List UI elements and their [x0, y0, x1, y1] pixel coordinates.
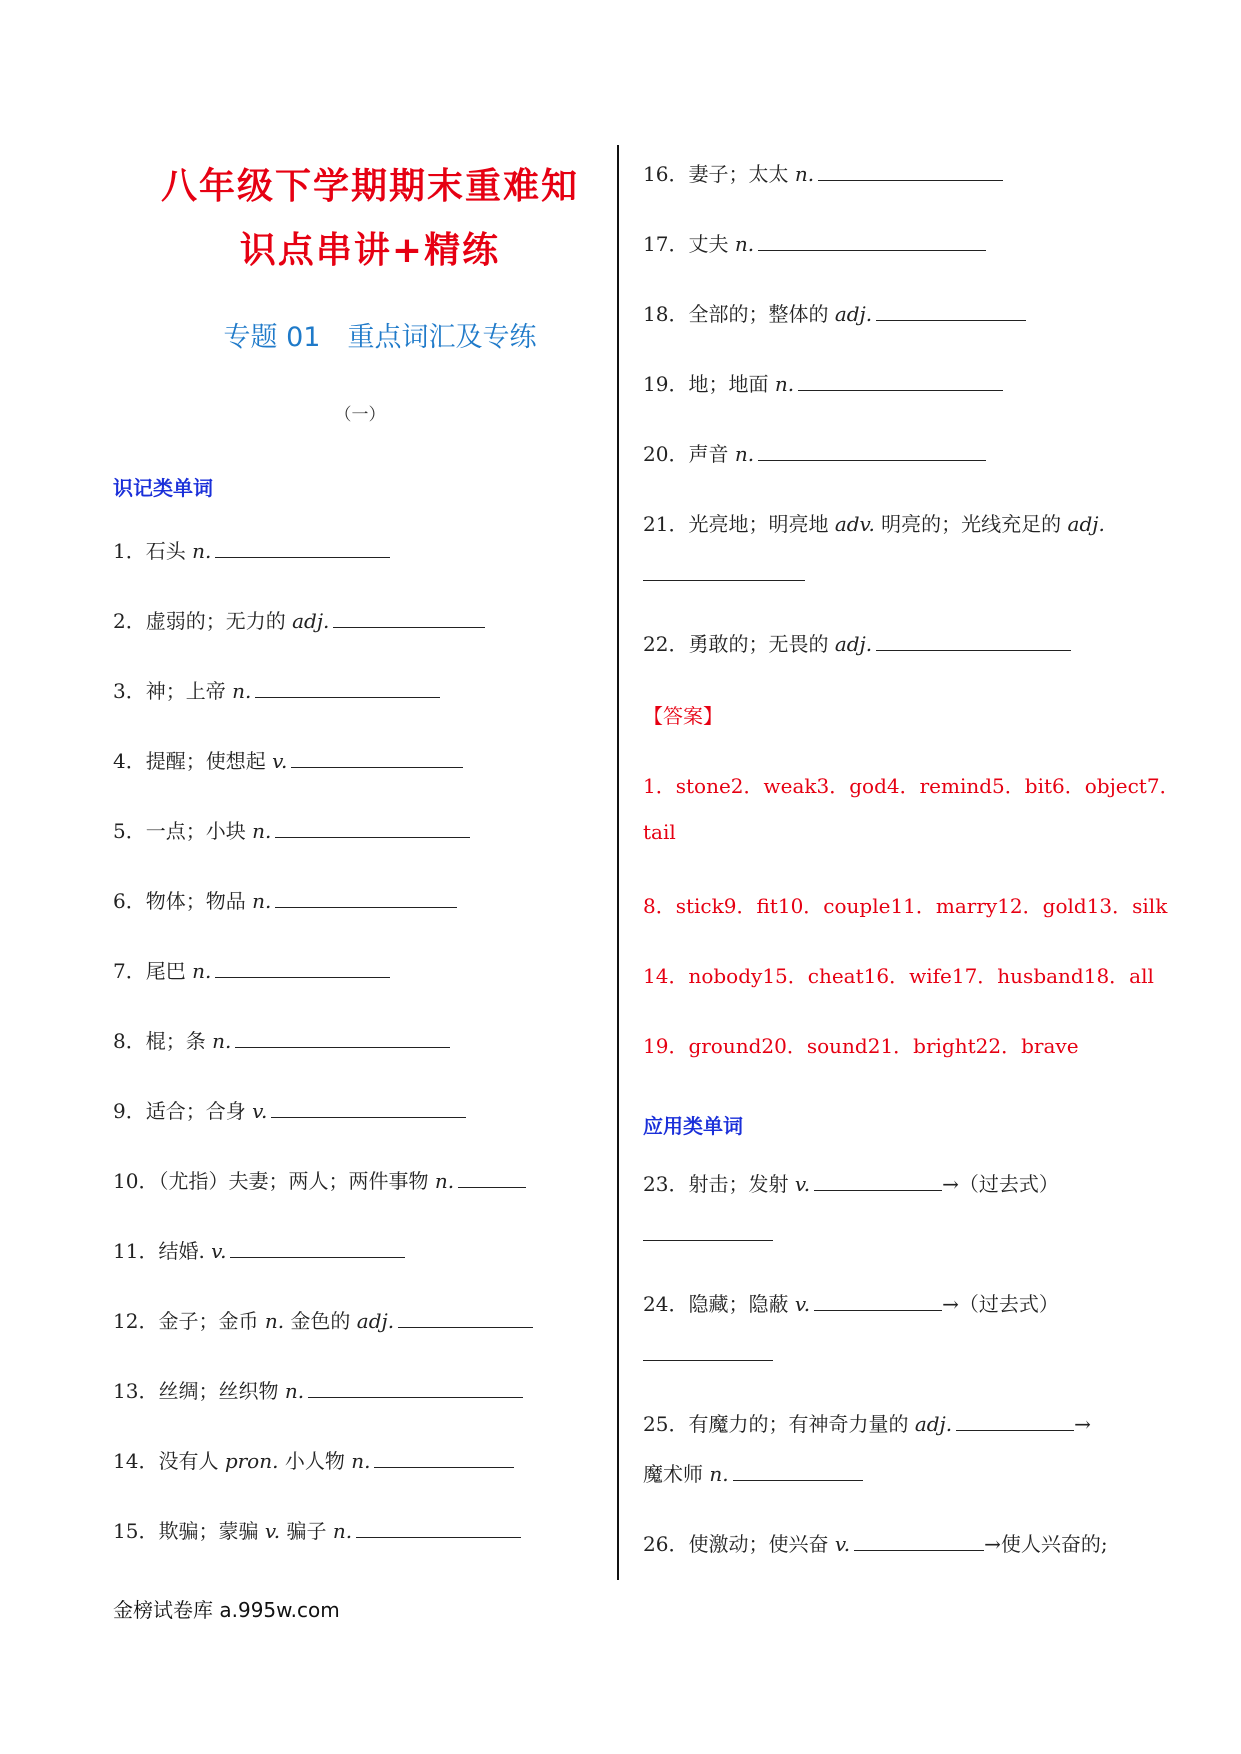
answer-blank [333, 607, 485, 628]
section-heading-apply: 应用类单词 [643, 1114, 743, 1138]
part-of-speech: adj. [834, 632, 873, 656]
part-of-speech: v. [794, 1292, 811, 1316]
vocab-item [643, 440, 986, 468]
answer-blank [255, 677, 440, 698]
answer-line: 14．nobody15．cheat16．wife17．husband18．all [643, 964, 1154, 988]
part-of-speech: adj. [914, 1412, 953, 1436]
topic-subtitle: 专题 01 重点词汇及专练 [223, 322, 537, 353]
item-text: 12．金子；金币 [113, 1309, 265, 1333]
part-of-speech: n. [734, 232, 755, 256]
vocab-item [113, 887, 457, 915]
item-text: 18．全部的；整体的 [643, 302, 835, 326]
vocab-item-continuation [643, 1220, 773, 1248]
part-of-speech: n. [734, 442, 755, 466]
item-text: 17．丈夫 [643, 232, 735, 256]
part-of-speech: n. [212, 1029, 232, 1053]
part-of-speech: pron. [224, 1449, 279, 1473]
vocab-item [113, 957, 390, 985]
answer-blank [235, 1027, 450, 1048]
vocab-item [113, 747, 463, 775]
item-text-extra: 明亮的；光线充足的 [874, 512, 1068, 536]
part-of-speech: n. [232, 679, 252, 703]
item-text: 5．一点；小块 [113, 819, 253, 843]
answer-blank [876, 630, 1071, 651]
item-text: 15．欺骗；蒙骗 [113, 1519, 265, 1543]
part-of-speech: n. [351, 1449, 371, 1473]
part-of-speech: v. [272, 749, 288, 773]
item-text: 21．光亮地；明亮地 [643, 512, 835, 536]
answer-blank [854, 1530, 984, 1551]
part-of-speech: n. [264, 1309, 285, 1333]
vocab-item [113, 1517, 521, 1545]
part-of-speech: v. [834, 1532, 851, 1556]
vocab-item [643, 1410, 1091, 1438]
item-text: 魔术师 [643, 1462, 710, 1486]
part-of-speech: n. [794, 162, 815, 186]
item-text-extra: 小人物 [278, 1449, 352, 1473]
item-arrow: →使人兴奋的; [984, 1532, 1108, 1556]
item-text-extra: 骗子 [280, 1519, 333, 1543]
main-title-line1: 八年级下学期期末重难知 [160, 166, 579, 207]
vocab-item [113, 817, 470, 845]
item-text: 2．虚弱的；无力的 [113, 609, 293, 633]
answer-line: 8．stick9．fit10．couple11．marry12．gold13．silk [643, 894, 1168, 918]
answer-blank [956, 1410, 1074, 1431]
vocab-item [643, 160, 1003, 188]
part-of-speech: n. [284, 1379, 305, 1403]
column-divider [617, 145, 619, 1580]
answer-blank [398, 1307, 533, 1328]
vocab-item [113, 677, 440, 705]
part-of-speech: adj. [356, 1309, 395, 1333]
item-text: 4．提醒；使想起 [113, 749, 273, 773]
answer-line: 19．ground20．sound21．bright22．brave [643, 1034, 1079, 1058]
part-of-speech: n. [192, 959, 212, 983]
answer-blank [230, 1237, 405, 1258]
answer-blank [458, 1167, 526, 1188]
item-text: 10．（尤指）夫妻；两人；两件事物 [113, 1169, 435, 1193]
vocab-item [643, 230, 986, 258]
vocab-item [643, 1170, 1059, 1198]
part-of-speech: adj. [1067, 512, 1105, 536]
item-text: 16．妻子；太太 [643, 162, 795, 186]
answer-blank [758, 440, 986, 461]
vocab-item [113, 537, 390, 565]
part-of-speech: n. [192, 539, 212, 563]
answer-line: tail [643, 820, 676, 844]
section-heading-memorize: 识记类单词 [113, 476, 213, 500]
part-of-speech: v. [211, 1239, 227, 1263]
answer-blank [643, 1340, 773, 1361]
item-text: 9．适合；合身 [113, 1099, 253, 1123]
answer-blank [643, 1220, 773, 1241]
vocab-item [113, 1237, 405, 1265]
section-number: （一） [334, 405, 386, 425]
answer-blank [308, 1377, 523, 1398]
answer-blank [814, 1290, 942, 1311]
answer-blank [275, 887, 457, 908]
part-of-speech: adv. [834, 512, 875, 536]
item-text: 24．隐藏；隐蔽 [643, 1292, 795, 1316]
answer-blank [818, 160, 1003, 181]
item-text: 1．石头 [113, 539, 193, 563]
answer-blank [758, 230, 986, 251]
item-text: 3．神；上帝 [113, 679, 233, 703]
part-of-speech: n. [252, 889, 272, 913]
answer-blank [643, 560, 805, 581]
item-text: 8．棍；条 [113, 1029, 213, 1053]
vocab-item [113, 1097, 466, 1125]
item-text: 6．物体；物品 [113, 889, 253, 913]
vocab-item [113, 1027, 450, 1055]
item-text: 13．丝绸；丝织物 [113, 1379, 285, 1403]
part-of-speech: n. [709, 1462, 729, 1486]
item-text: 22．勇敢的；无畏的 [643, 632, 835, 656]
answer-blank [798, 370, 1003, 391]
part-of-speech: adj. [292, 609, 330, 633]
vocab-item-continuation [643, 560, 805, 588]
vocab-item-continuation [643, 1340, 773, 1368]
answer-blank [215, 957, 390, 978]
part-of-speech: n. [332, 1519, 353, 1543]
answer-blank [291, 747, 463, 768]
part-of-speech: v. [252, 1099, 268, 1123]
answer-blank [356, 1517, 521, 1538]
vocab-item [643, 370, 1003, 398]
item-text: 7．尾巴 [113, 959, 193, 983]
answer-line: 1．stone2．weak3．god4．remind5．bit6．object7． [643, 774, 1180, 798]
item-arrow: →（过去式） [942, 1172, 1059, 1196]
part-of-speech: n. [774, 372, 795, 396]
answer-blank [215, 537, 390, 558]
answer-blank [814, 1170, 942, 1191]
vocab-item [113, 1377, 523, 1405]
part-of-speech: n. [252, 819, 272, 843]
main-title-line2: 识点串讲+精练 [239, 230, 501, 271]
vocab-item-continuation [643, 1460, 863, 1488]
item-text: 26．使激动；使兴奋 [643, 1532, 835, 1556]
vocab-item [113, 1167, 526, 1195]
part-of-speech: adj. [834, 302, 873, 326]
vocab-item [113, 1307, 533, 1335]
item-arrow: → [1074, 1412, 1091, 1436]
vocab-item [643, 300, 1026, 328]
vocab-item [643, 510, 1105, 538]
vocab-item [643, 1290, 1059, 1318]
vocab-item [113, 607, 485, 635]
item-text: 11．结婚. [113, 1239, 212, 1263]
footer-source: 金榜试卷库 a.995w.com [113, 1598, 340, 1622]
answer-blank [733, 1460, 863, 1481]
answer-blank [876, 300, 1026, 321]
item-text: 14．没有人 [113, 1449, 225, 1473]
answer-blank [275, 817, 470, 838]
item-text: 25．有魔力的；有神奇力量的 [643, 1412, 915, 1436]
part-of-speech: v. [264, 1519, 281, 1543]
part-of-speech: n. [434, 1169, 455, 1193]
item-text-extra: 金色的 [284, 1309, 357, 1333]
answer-label: 【答案】 [643, 704, 723, 728]
item-text: 19．地；地面 [643, 372, 775, 396]
answer-blank [271, 1097, 466, 1118]
item-arrow: →（过去式） [942, 1292, 1059, 1316]
vocab-item [643, 1530, 1108, 1558]
vocab-item [643, 630, 1071, 658]
answer-blank [374, 1447, 514, 1468]
part-of-speech: v. [794, 1172, 811, 1196]
item-text: 20．声音 [643, 442, 735, 466]
item-text: 23．射击；发射 [643, 1172, 795, 1196]
vocab-item [113, 1447, 514, 1475]
